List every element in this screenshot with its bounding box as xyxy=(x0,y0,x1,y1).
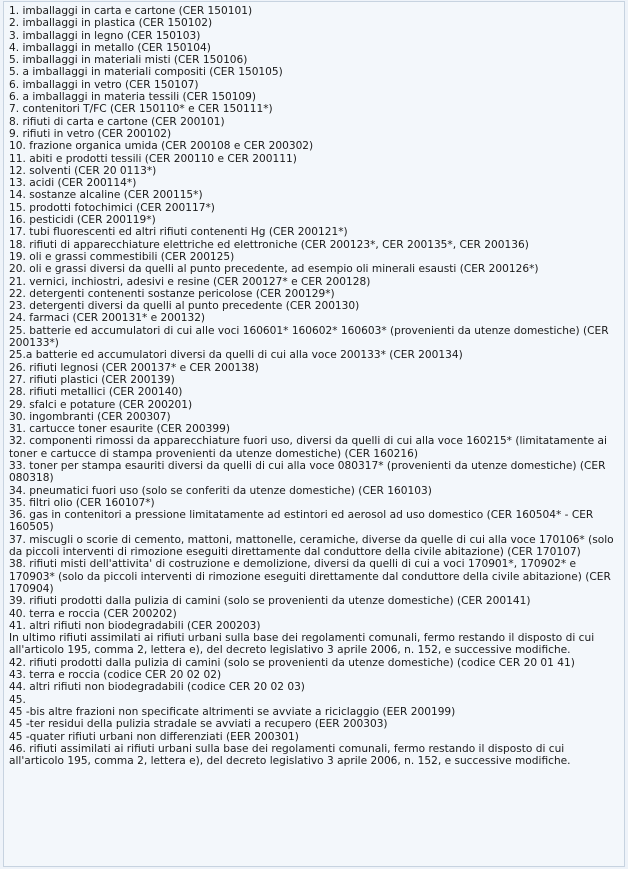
waste-list-item: 13. acidi (CER 200114*) xyxy=(9,177,137,190)
waste-list-item: In ultimo rifiuti assimilati ai rifiuti urbani sulla base dei regolamenti comunali, fermo restando il disposto di cui all'articolo 195, comma 2, lettera e), del decreto legislativo 3 aprile 2006, n. 152, e successive modifiche. xyxy=(9,632,595,657)
waste-list-item: 33. toner per stampa esauriti diversi da quelli di cui alla voce 080317* (provenienti da utenze domestiche) (CER 080318) xyxy=(9,459,606,485)
waste-list-item: 8. rifiuti di carta e cartone (CER 200101) xyxy=(9,115,225,128)
waste-list-item: 14. sostanze alcaline (CER 200115*) xyxy=(9,189,203,202)
waste-list-item: 30. ingombranti (CER 200307) xyxy=(9,410,171,423)
waste-list-item: 35. filtri olio (CER 160107*) xyxy=(9,496,155,509)
waste-list-item: 45. xyxy=(9,693,26,706)
waste-list-item: 1. imballaggi in carta e cartone (CER 150101) xyxy=(9,5,253,17)
waste-list-item: 6. a imballaggi in materia tessili (CER 150109) xyxy=(9,91,257,104)
waste-list-item: 9. rifiuti in vetro (CER 200102) xyxy=(9,127,172,140)
waste-list-item: 45 -bis altre frazioni non specificate altrimenti se avviate a riciclaggio (EER 200199) xyxy=(9,705,456,718)
waste-list-item: 45 -ter residui della pulizia stradale se avviati a recupero (EER 200303) xyxy=(9,718,388,731)
waste-list-document xyxy=(3,1,625,867)
waste-list-item: 25.a batterie ed accumulatori diversi da quelli di cui alla voce 200133* (CER 200134) xyxy=(9,349,463,362)
waste-list-item: 38. rifiuti misti dell'attivita' di costruzione e demolizione, diversi da quelli di cui a voci 170901*, 170902* e 170903* (solo da piccoli interventi di rimozione eseguiti direttamente dal conduttore della civile abitazione) (CER 170904) xyxy=(9,558,611,595)
waste-list-item: 5. imballaggi in materiali misti (CER 150106) xyxy=(9,54,248,67)
waste-list-item: 34. pneumatici fuori uso (solo se conferiti da utenze domestiche) (CER 160103) xyxy=(9,484,432,497)
waste-list-item: 23. detergenti diversi da quelli al punto precedente (CER 200130) xyxy=(9,300,360,313)
waste-list-item: 5. a imballaggi in materiali compositi (CER 150105) xyxy=(9,66,283,79)
waste-list-item: 46. rifiuti assimilati ai rifiuti urbani sulla base dei regolamenti comunali, fermo restando il disposto di cui all'articolo 195, comma 2, lettera e), del decreto legislativo 3 aprile 2006, n. 152, e successive modifiche. xyxy=(9,742,571,768)
waste-list-item: 39. rifiuti prodotti dalla pulizia di camini (solo se provenienti da utenze domestiche) (CER 200141) xyxy=(9,595,531,608)
waste-list-item: 28. rifiuti metallici (CER 200140) xyxy=(9,386,183,399)
waste-list-item: 42. rifiuti prodotti dalla pulizia di camini (solo se provenienti da utenze domestiche) (codice CER 20 01 41) xyxy=(9,656,575,669)
waste-list-item: 6. imballaggi in vetro (CER 150107) xyxy=(9,78,199,91)
waste-list-item: 27. rifiuti plastici (CER 200139) xyxy=(9,373,175,386)
waste-list-item: 25. batterie ed accumulatori di cui alle voci 160601* 160602* 160603* (provenienti da utenze domestiche) (CER 200133*) xyxy=(9,324,609,350)
waste-list-item: 44. altri rifiuti non biodegradabili (codice CER 20 02 03) xyxy=(9,681,305,694)
waste-list-item: 36. gas in contenitori a pressione limitatamente ad estintori ed aerosol ad uso domestico (CER 160504* - CER 160505) xyxy=(9,509,594,534)
waste-list-item: 29. sfalci e potature (CER 200201) xyxy=(9,398,193,411)
waste-list-item: 26. rifiuti legnosi (CER 200137* e CER 200138) xyxy=(9,361,259,374)
waste-list-item: 24. farmaci (CER 200131* e 200132) xyxy=(9,312,206,325)
waste-list-item: 18. rifiuti di apparecchiature elettriche ed elettroniche (CER 200123*, CER 200135*, CER 200136) xyxy=(9,238,529,251)
waste-list-item: 16. pesticidi (CER 200119*) xyxy=(9,214,156,227)
waste-list-item: 4. imballaggi in metallo (CER 150104) xyxy=(9,41,211,54)
waste-list-item: 10. frazione organica umida (CER 200108 e CER 200302) xyxy=(9,140,314,153)
waste-list-item: 37. miscugli o scorie di cemento, mattoni, mattonelle, ceramiche, diverse da quelle di cui alla voce 170106* (solo da piccoli interventi di rimozione eseguiti direttamente dal conduttore della civile abitazione) (CER 170107) xyxy=(9,533,614,559)
waste-list-item: 12. solventi (CER 20 0113*) xyxy=(9,164,157,177)
waste-list-item: 17. tubi fluorescenti ed altri rifiuti contenenti Hg (CER 200121*) xyxy=(9,226,348,239)
waste-list-item: 2. imballaggi in plastica (CER 150102) xyxy=(9,17,213,30)
waste-list-item: 45 -quater rifiuti urbani non differenziati (EER 200301) xyxy=(9,730,299,743)
waste-list-item: 31. cartucce toner esaurite (CER 200399) xyxy=(9,423,230,436)
waste-list-item: 32. componenti rimossi da apparecchiature fuori uso, diversi da quelli di cui alla voce 160215* (limitatamente ai toner e cartucce di stampa provenienti da utenze domestiche) (CER 160216) xyxy=(9,435,607,460)
waste-list-item: 43. terra e roccia (codice CER 20 02 02) xyxy=(9,669,222,682)
waste-list-item: 41. altri rifiuti non biodegradabili (CER 200203) xyxy=(9,619,261,632)
waste-list-item: 3. imballaggi in legno (CER 150103) xyxy=(9,29,201,42)
waste-list-item: 11. abiti e prodotti tessili (CER 200110 e CER 200111) xyxy=(9,152,297,165)
waste-list-item: 40. terra e roccia (CER 200202) xyxy=(9,607,177,620)
waste-list-item: 22. detergenti contenenti sostanze pericolose (CER 200129*) xyxy=(9,287,335,300)
waste-list-item: 19. oli e grassi commestibili (CER 200125) xyxy=(9,250,235,263)
waste-list-item: 21. vernici, inchiostri, adesivi e resine (CER 200127* e CER 200128) xyxy=(9,275,371,288)
waste-list-item: 15. prodotti fotochimici (CER 200117*) xyxy=(9,201,215,214)
waste-list-item: 20. oli e grassi diversi da quelli al punto precedente, ad esempio oli minerali esausti (CER 200126*) xyxy=(9,263,539,276)
waste-list-item: 7. contenitori T/FC (CER 150110* e CER 150111*) xyxy=(9,103,273,116)
